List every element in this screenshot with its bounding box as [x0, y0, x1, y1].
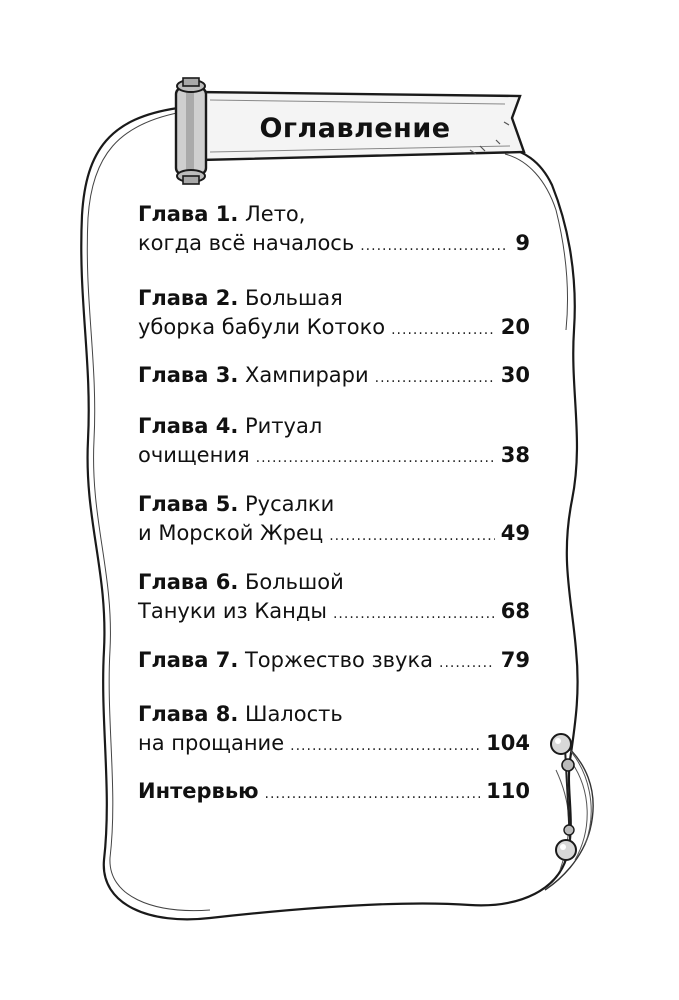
- chapter-label: Глава 5.: [138, 492, 239, 516]
- dot-leader: [333, 600, 495, 629]
- chapter-title-cont: Тануки из Канды: [138, 599, 327, 623]
- dot-leader: [329, 522, 495, 551]
- chapter-label: Глава 3.: [138, 363, 239, 387]
- page-number: 30: [500, 363, 530, 387]
- chapter-label: Интервью: [138, 779, 259, 803]
- toc-entry-6[interactable]: [138, 568, 530, 629]
- scroll-roll: [176, 78, 206, 184]
- dot-leader: [290, 732, 480, 761]
- chapter-title: Большая: [244, 286, 343, 310]
- chapter-label: Глава 8.: [138, 702, 239, 726]
- chapter-title: Русалки: [244, 492, 335, 516]
- toc-entry-8[interactable]: [138, 700, 530, 761]
- dot-leader: [265, 780, 481, 809]
- page-number: 110: [486, 779, 530, 803]
- page-number: 49: [500, 521, 530, 545]
- chapter-label: Глава 2.: [138, 286, 239, 310]
- page-number: 38: [500, 443, 530, 467]
- toc-entry-2[interactable]: [138, 284, 530, 345]
- page-number: 9: [515, 231, 530, 255]
- chapter-title: Ритуал: [244, 414, 323, 438]
- chapter-title-cont: когда всё началось: [138, 231, 355, 255]
- chapter-title-cont: уборка бабули Котоко: [138, 315, 386, 339]
- toc-entry-7[interactable]: [138, 646, 530, 678]
- dot-leader: [391, 316, 495, 345]
- page-number: 104: [486, 731, 530, 755]
- chapter-title-cont: на прощание: [138, 731, 285, 755]
- tassel-decoration: [545, 734, 593, 890]
- toc-entry-1[interactable]: [138, 200, 530, 261]
- chapter-title: Торжество звука: [244, 648, 434, 672]
- toc-entry-3[interactable]: [138, 361, 530, 393]
- chapter-title: Шалость: [244, 702, 343, 726]
- page-number: 79: [500, 648, 530, 672]
- page-number: 68: [500, 599, 530, 623]
- page-title: Оглавление: [259, 112, 451, 144]
- chapter-label: Глава 4.: [138, 414, 239, 438]
- page-number: 20: [500, 315, 530, 339]
- chapter-label: Глава 6.: [138, 570, 239, 594]
- dot-leader: [439, 649, 495, 678]
- toc-entry-interview[interactable]: [138, 777, 530, 809]
- chapter-title: Лето,: [244, 202, 306, 226]
- toc-entry-4[interactable]: [138, 412, 530, 473]
- chapter-title-cont: очищения: [138, 443, 250, 467]
- dot-leader: [360, 232, 508, 261]
- dot-leader: [256, 444, 495, 473]
- chapter-title-cont: и Морской Жрец: [138, 521, 324, 545]
- chapter-label: Глава 1.: [138, 202, 239, 226]
- chapter-label: Глава 7.: [138, 648, 239, 672]
- chapter-title: Большой: [244, 570, 344, 594]
- toc-entry-5[interactable]: [138, 490, 530, 551]
- dot-leader: [375, 364, 495, 393]
- chapter-title: Хампирари: [244, 363, 369, 387]
